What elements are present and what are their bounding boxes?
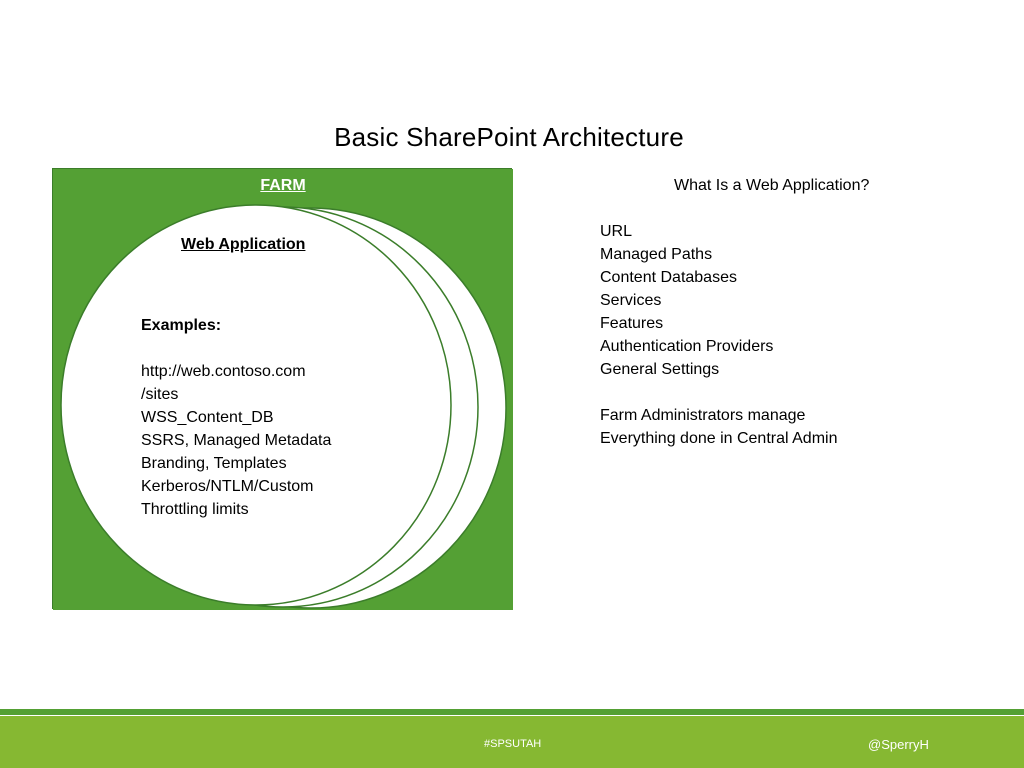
definition-note: Everything done in Central Admin (600, 430, 838, 447)
definition-block (600, 220, 837, 450)
definition-items (600, 220, 837, 381)
farm-label: FARM (260, 177, 306, 194)
definition-item: URL (600, 223, 633, 240)
definition-item: Authentication Providers (600, 338, 774, 355)
footer-accent-line (0, 709, 1024, 715)
example-item: http://web.contoso.com (141, 363, 306, 380)
examples-list (141, 360, 331, 521)
definition-item: General Settings (600, 361, 720, 378)
web-application-title: Web Application (181, 236, 306, 253)
definition-item: Services (600, 292, 662, 309)
definition-item: Content Databases (600, 269, 737, 286)
definition-note: Farm Administrators manage (600, 407, 806, 424)
example-item: Kerberos/NTLM/Custom (141, 478, 314, 495)
definition-item: Managed Paths (600, 246, 713, 263)
definition-heading: What Is a Web Application? (674, 177, 870, 194)
example-item: Throttling limits (141, 501, 249, 518)
footer-hashtag: #SPSUTAH (484, 738, 542, 750)
example-item: /sites (141, 386, 179, 403)
definition-item: Features (600, 315, 664, 332)
example-item: SSRS, Managed Metadata (141, 432, 332, 449)
footer-handle: @SperryH (868, 737, 929, 752)
examples-heading: Examples: (141, 317, 222, 334)
slide-title: Basic SharePoint Architecture (334, 122, 684, 152)
example-item: Branding, Templates (141, 455, 287, 472)
example-item: WSS_Content_DB (141, 409, 274, 426)
footer-bar (0, 716, 1024, 768)
definition-spacer (600, 381, 837, 404)
examples-block (141, 314, 331, 521)
definition-notes (600, 404, 837, 450)
